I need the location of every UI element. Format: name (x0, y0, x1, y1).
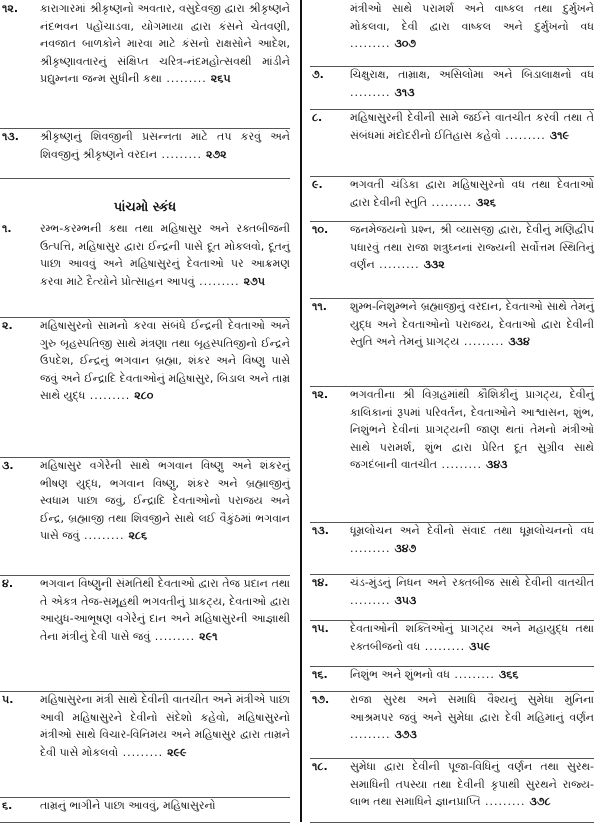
toc-entry (310, 386, 594, 523)
chapter-title (350, 221, 594, 274)
leader-dots: ......... (150, 629, 196, 643)
chapter-number: ૧૨. (312, 388, 329, 401)
page-number: ૩૬૬ (498, 668, 519, 681)
leader-dots: ......... (480, 795, 526, 808)
page-number: ૩૭૩ (394, 728, 417, 741)
chapter-title-text: કારાગારમાં શ્રીકૃષ્ણનો અવતાર, વસુદેવજી દ્વારા શ્રીકૃષ્ણને નંદભવન પહોંચાડવા, યોગમાયા દ્વારા કંસને ચેતવણી, નવજાત બાળકોને મારવા માટે કંસનો રાક્ષસોને આદેશ, શ્રીકૃષ્ણાવતારનું સંક્ષિપ્ત ચરિત્ર-નંદમહોત્સવથી માંડીને પ્રદ્યુમ્નના જન્મ સુધીની કથા (40, 2, 290, 85)
page-number: ૨૯૯ (167, 745, 187, 759)
chapter-number: ૭. (312, 68, 324, 81)
page-number: ૩૩૨ (423, 258, 445, 271)
page-number: ૨૬૫ (210, 72, 231, 85)
chapter-title-text: શુમ્ભ-નિશુમ્ભને બ્રહ્માજીનું વરદાન, દેવતાઓ સાથે તેમનું યુદ્ધ અને દેવતાઓનો પરાજય, દેવતાઓ દ્વારા દેવીની સ્તુતિ અને તેમનું પ્રાગટ્ય (350, 300, 594, 348)
chapter-title (350, 522, 594, 557)
chapter-title-text: તામ્રનું ભાગીને પાછા આવવું, મહિષાસુરનો (40, 799, 216, 812)
chapter-title-text: સુમેધા દ્વારા દેવીની પૂજા-વિધિનું વર્ણન તથા સુરથ-સમાધિની તપસ્યા તથા દેવીની કૃપાથી સુરથને રાજ્ય-લાભ તથા સમાધિને જ્ઞાનપ્રાપ્તિ (350, 760, 594, 808)
leader-dots: ......... (157, 147, 203, 161)
chapter-title (40, 457, 290, 545)
chapter-number: ૨. (2, 319, 13, 332)
chapter-number: ૮. (312, 111, 323, 124)
chapter-title (40, 317, 290, 405)
chapter-title-text: ચિક્ષુરાક્ષ, તામ્રાક્ષ, અસિલોમા અને બિડાલાક્ષનો વધ (350, 68, 594, 81)
leader-dots: ......... (118, 745, 164, 759)
chapter-title (350, 298, 594, 351)
chapter-title-text: ચંડ-મુંડનું નિધન અને રક્તબીજ સાથે દેવીની વાતચીત (350, 576, 594, 589)
chapter-number: ૩. (2, 459, 14, 472)
chapter-title-text: મહિષાસુરના મંત્રી સાથે દેવીની વાતચીત અને મંત્રીએ પાછા આવી મહિષાસુરને દેવીનો સંદેશો કહેવો, મહિષાસુરનો મંત્રીઓ સાથે વિચાર-વિનિમય અને મહિષાસુર દ્વારા તામ્રને દેવી પાસે મોકલવો (40, 693, 290, 759)
chapter-title (40, 575, 290, 645)
chapter-title-text: ભગવતીના શ્રી વિગ્રહમાંથી કૌશિકીનું પ્રાગટ્ય, દેવીનું કાલિકાનાં રૂપમાં પરિવર્તન, દેવતાઓને આશ્વાસન, શુંભ, નિશુંભને દેવીનાં પ્રાગટ્યની જાણ થતાં તેમનો મંત્રીઓ સાથે પરામર્શ, શુંભ દ્વારા પ્રેરિત દૂત સુગ્રીવ સાથે જગદંબાની વાતચીત (350, 388, 594, 471)
chapter-number: ૧૫. (312, 622, 329, 635)
chapter-title (350, 691, 594, 744)
chapter-title (40, 797, 290, 815)
chapter-number: ૧૩. (312, 524, 329, 537)
chapter-number: ૫. (2, 693, 14, 706)
toc-entry (310, 666, 594, 692)
page-number: ૨૯૧ (199, 629, 218, 643)
chapter-title (350, 758, 594, 811)
page-number: ૩૫૯ (469, 639, 491, 653)
leader-dots: ......... (350, 593, 391, 607)
chapter-title-text: રાજા સુરથ અને સમાધિ વૈશ્યનું સુમેધા મુનિના આશ્રમપર જવું અને સુમેધા દ્વારા દેવી મહિમાનું વર્ણન (350, 693, 594, 724)
chapter-number: ૧૦. (312, 223, 329, 236)
chapter-title (350, 666, 594, 684)
leader-dots: ......... (374, 258, 420, 271)
toc-entry (310, 298, 594, 387)
chapter-title (350, 574, 594, 609)
chapter-title (40, 691, 290, 761)
chapter-title-text: મંત્રીઓ સાથે પરામર્શ અને વાષ્કલ તથા દુર્મુખને મોકલવા, દેવી દ્વારા વાષ્કલ અને દુર્મુખનો વધ (350, 2, 594, 33)
leader-dots: ......... (437, 458, 482, 471)
chapter-title (350, 109, 594, 144)
leader-dots: ......... (500, 128, 546, 142)
page-number: ૩૫૩ (394, 593, 417, 607)
page-number: ૨૮૬ (128, 529, 148, 542)
section-heading: પાંચમો સ્કંધ (113, 200, 177, 215)
chapter-number: ૬. (2, 799, 13, 812)
chapter-title-text: મહિષાસુરની દેવીની સામે જઈને વાતચીત કરવી તથા તે સંબંધમાં મંદોદરીનો ઈતિહાસ કહેવો (350, 111, 594, 142)
chapter-title-text: જનમેજયનો પ્રશ્ન, શ્રી વ્યાસજી દ્વારા, દેવીનું મણિદ્વીપ પધારવું તથા રાજા શત્રુઘ્નનાં રાજ્યની સર્વોત્તમ સ્થિતિનું વર્ણન (350, 223, 594, 271)
leader-dots: ......... (350, 728, 391, 741)
chapter-title-text: શ્રીકૃષ્ણનું શિવજીની પ્રસન્નતા માટે તપ કરવું અને શિવજીનું શ્રીકૃષ્ણને વરદાન (40, 130, 290, 161)
page-number: ૨૭૫ (243, 274, 265, 288)
page-number: ૨૮૦ (134, 389, 154, 402)
toc-entry (0, 691, 290, 798)
chapter-title-text: મહિષાસુરનો સામનો કરવા સંબંધે ઈન્દ્રની દેવતાઓ અને ગુરુ બૃહસ્પતિજી સાથે મંત્રણા તથા બૃહસ્પતિજીનો ઈન્દ્રને ઉપદેશ, ઈન્દ્રનું ભગવાન બ્રહ્મા, શંકર અને વિષ્ણુ પાસે જવું અને ઈન્દ્રાદિ દેવતાઓનું મહિષાસુર, બિડાલ અને તામ્ર સાથે યુદ્ધ (40, 319, 290, 402)
toc-entry (0, 128, 290, 179)
chapter-number: ૧૭. (312, 693, 330, 706)
chapter-title (350, 66, 594, 101)
chapter-title (40, 220, 290, 290)
chapter-title (350, 176, 594, 211)
chapter-number: ૧. (2, 222, 12, 235)
leader-dots: ......... (459, 335, 505, 348)
chapter-number: ૧૧. (312, 300, 327, 313)
page-number: ૩૨૬ (476, 195, 496, 209)
chapter-number: ૯. (312, 178, 323, 191)
toc-entry (310, 522, 594, 575)
chapter-title-text: નિશુંભ અને શુંભનો વધ (350, 668, 450, 681)
leader-dots: ......... (420, 639, 466, 653)
leader-dots: ......... (449, 668, 495, 681)
chapter-title (350, 386, 594, 474)
leader-dots: ......... (79, 529, 125, 542)
leader-dots: ......... (350, 85, 391, 99)
chapter-title-text: મહિષાસુર વગેરેની સાથે ભગવાન વિષ્ણુ અને શંકરનું ભીષણ યુદ્ધ, ભગવાન વિષ્ણુ, શંકર અને બ્રહ્માજીનું સ્વધામ પાછા જવું, ઈન્દ્રાદિ દેવતાઓનો પરાજય અને ઈન્દ્ર, બ્રહ્માજી તથા શિવજીને સાથે લઈ વૈકુંઠમાં ભગવાન પાસે જવું (40, 459, 290, 542)
chapter-number: ૧૮. (312, 760, 328, 773)
chapter-number: ૧૩. (2, 130, 19, 143)
chapter-title (350, 620, 594, 655)
toc-entry (0, 575, 290, 692)
chapter-number: ૧૨. (2, 2, 19, 15)
toc-entry (310, 574, 594, 621)
toc-entry (0, 220, 290, 318)
page-number: ૩૩૪ (508, 335, 530, 348)
leader-dots: ......... (85, 389, 131, 402)
page-number: ૩૪૭ (394, 541, 417, 555)
page-number: ૩૭૮ (529, 795, 551, 808)
toc-entry (310, 0, 594, 67)
leader-dots: ......... (194, 274, 240, 288)
toc-entry (310, 691, 594, 759)
leader-dots: ......... (161, 72, 207, 85)
page-number: ૩૦૭ (394, 37, 417, 50)
page-number: ૩૧૩ (394, 85, 415, 99)
chapter-title (40, 128, 290, 163)
column-divider (300, 0, 302, 822)
toc-entry (0, 317, 290, 458)
chapter-number: ૪. (2, 577, 13, 590)
chapter-title-text: દેવતાઓની શક્તિઓનું પ્રાગટ્ય અને મહાયુદ્ધ તથા રક્તબીજનો વધ (350, 622, 594, 653)
chapter-title-text: ભગવતી ચંડિકા દ્વારા મહિષાસુરનો વધ તથા દેવતાઓ દ્વારા દેવીની સ્તુતિ (350, 178, 594, 209)
leader-dots: ......... (427, 195, 472, 209)
toc-entry (310, 620, 594, 667)
toc-entry (0, 457, 290, 576)
chapter-title (40, 0, 290, 88)
toc-entry (310, 66, 594, 110)
page-number: ૩૧૯ (549, 128, 569, 142)
chapter-title-text: ભગવાન વિષ્ણુની સંમતિથી દેવતાઓ દ્વારા તેજ પ્રદાન તથા તે એકત્ર તેજ-સમૂહથી ભગવતીનું પ્રાકટ્ય, દેવતાઓ દ્વારા આયુધ-આભૂષણ વગેરેનું દાન અને મહિષાસુરની આજ્ઞાથી તેના મંત્રીનું દેવી પાસે જવું (40, 577, 290, 643)
chapter-title-text: રમ્ભ-કરમ્ભની કથા તથા મહિષાસુર અને રક્તબીજની ઉત્પત્તિ, મહિષાસુર દ્વારા ઈન્દ્રની પાસે દૂત મોકલવો, દૂતનું પાછા આવવું અને મહિષાસુરનું દેવતાઓ પર આક્રમણ કરવા માટે દૈત્યોને પ્રોત્સાહન આપવું (40, 222, 290, 288)
leader-dots: ......... (350, 541, 391, 555)
chapter-number: ૧૪. (312, 576, 329, 589)
page-number: ૩૪૩ (486, 458, 508, 471)
toc-entry (0, 0, 290, 129)
toc-entry (310, 176, 594, 222)
toc-entry (310, 221, 594, 299)
leader-dots: ......... (350, 37, 391, 50)
chapter-title (350, 0, 594, 53)
toc-entry (310, 758, 594, 823)
chapter-number: ૧૬. (312, 668, 328, 681)
toc-entry (310, 109, 594, 177)
chapter-title-text: ધૂમ્રલોચન અને દેવીનો સંવાદ તથા ધૂમ્રલોચનનો વધ (350, 524, 594, 537)
toc-entry (0, 797, 290, 823)
page-number: ૨૭૨ (206, 147, 227, 161)
